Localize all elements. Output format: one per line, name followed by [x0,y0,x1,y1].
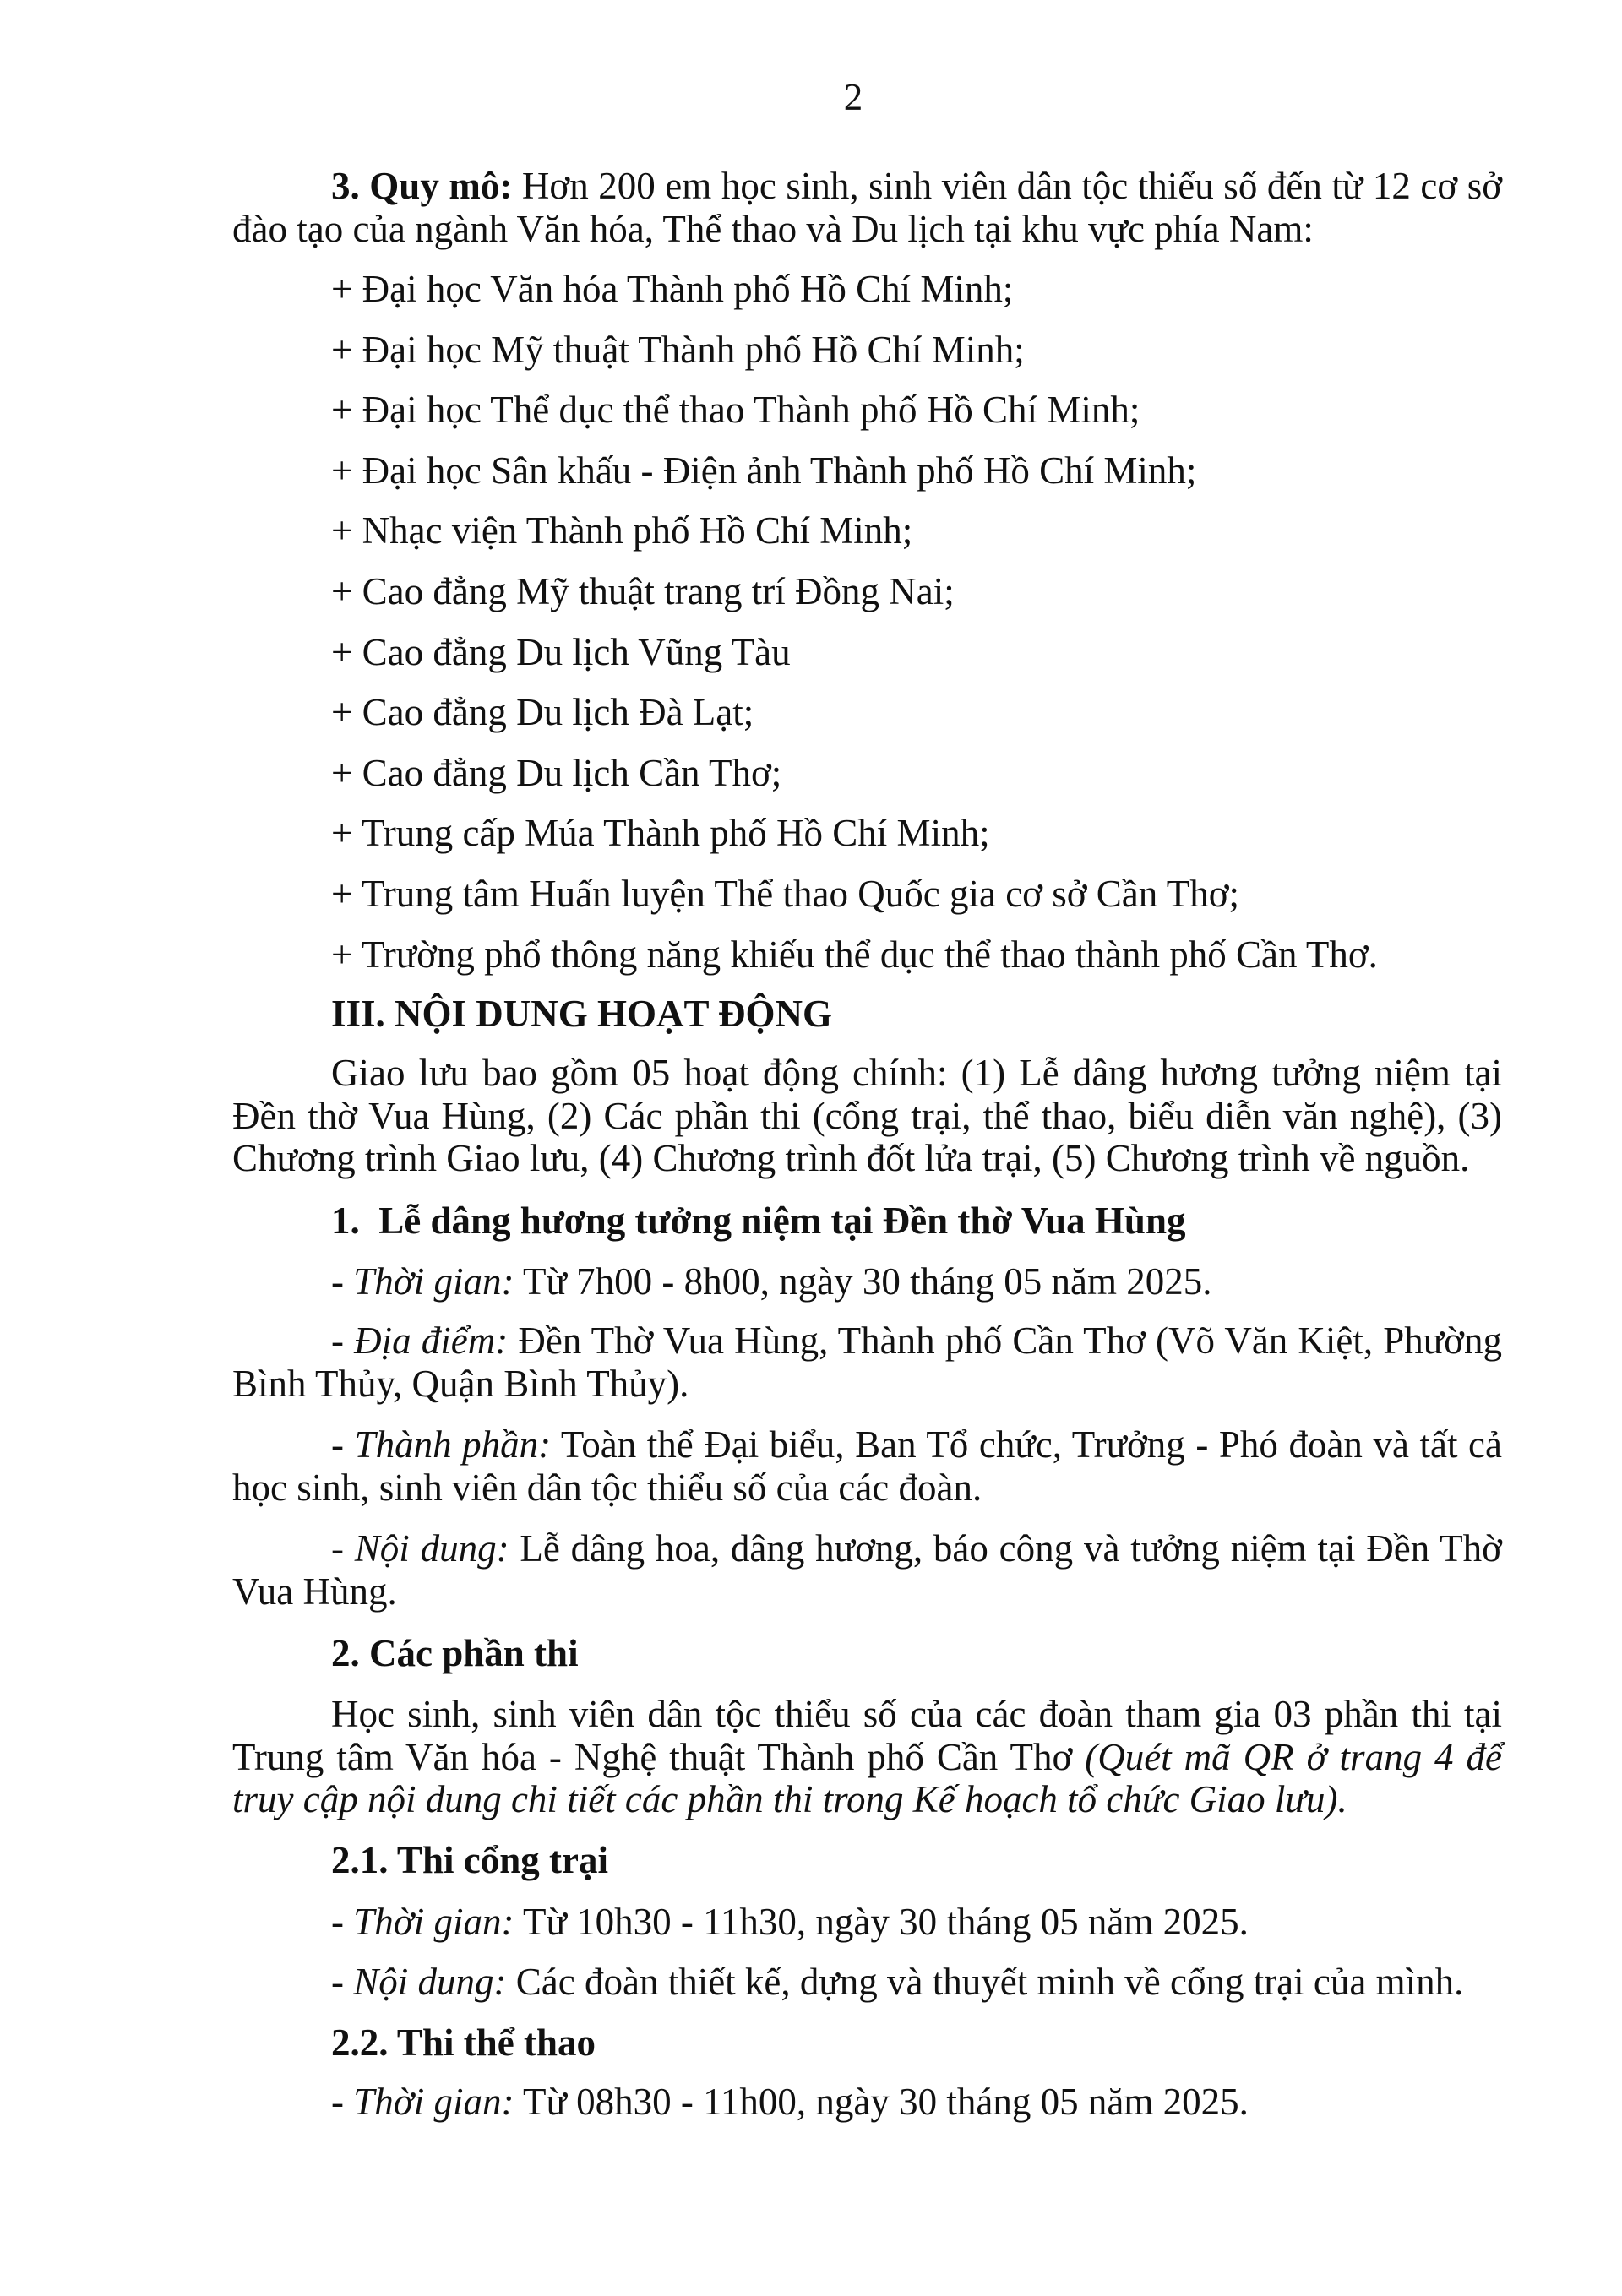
scale-paragraph [232,165,1502,250]
scale-label: 3. Quy mô: [331,165,513,207]
dash: - [331,1527,355,1570]
list-item: + Đại học Mỹ thuật Thành phố Hồ Chí Minh; [331,328,1025,371]
list-item: + Cao đẳng Du lịch Đà Lạt; [331,691,754,734]
sub-2-2-heading: 2.2. Thi thể thao [331,2021,596,2064]
dash: - [331,1319,355,1362]
intro-text: Học sinh, sinh viên dân tộc thiểu số của các đoàn tham gia 03 phần thi tại Trung tâm Văn hóa - Nghệ thuật Thành phố Cần Thơ [232,1693,1502,1778]
activity-1-content [232,1527,1502,1613]
content-value: Lễ dâng hoa, dâng hương, báo công và tưởng niệm tại Đền Thờ Vua Hùng. [232,1527,1502,1613]
dash: - [331,1961,354,2003]
content-label: Nội dung: [353,1961,507,2003]
list-item: + Trung tâm Huấn luyện Thể thao Quốc gia cơ sở Cần Thơ; [331,873,1239,915]
place-value: Đền Thờ Vua Hùng, Thành phố Cần Thơ (Võ Văn Kiệt, Phường Bình Thủy, Quận Bình Thủy). [232,1319,1502,1405]
sub-2-2-time [232,2081,1502,2124]
list-item: + Trung cấp Múa Thành phố Hồ Chí Minh; [331,812,990,855]
list-item: + Nhạc viện Thành phố Hồ Chí Minh; [331,509,913,552]
participants-label: Thành phần: [354,1423,552,1466]
content-label: Nội dung: [354,1527,509,1570]
time-value: Từ 08h30 - 11h00, ngày 30 tháng 05 năm 2025. [514,2081,1249,2123]
activities-intro: Giao lưu bao gồm 05 hoạt động chính: (1) Lễ dâng hương tưởng niệm tại Đền thờ Vua Hùng, (2) Các phần thi (cổng trại, thể thao, biểu diễn văn nghệ), (3) Chương trình Giao lưu, (4) Chương trình đốt lửa trại, (5) Chương trình về nguồn. [232,1052,1502,1179]
dash: - [331,1901,354,1943]
activity-2-heading: 2. Các phần thi [331,1632,579,1674]
activity-1-place [232,1319,1502,1405]
time-label: Thời gian: [353,1901,514,1943]
page-number: 2 [843,76,863,118]
dash: - [331,2081,354,2123]
time-value: Từ 7h00 - 8h00, ngày 30 tháng 05 năm 2025. [514,1260,1212,1303]
scale-text: Hơn 200 em học sinh, sinh viên dân tộc thiểu số đến từ 12 cơ sở đào tạo của ngành Văn hóa, Thể thao và Du lịch tại khu vực phía Nam: [232,165,1503,250]
time-label: Thời gian: [353,1260,514,1303]
list-item: + Đại học Văn hóa Thành phố Hồ Chí Minh; [331,268,1014,310]
sub-2-1-heading: 2.1. Thi cổng trại [331,1839,608,1881]
sub-2-1-content [232,1961,1502,2004]
time-label: Thời gian: [353,2081,514,2123]
section-heading: III. NỘI DUNG HOẠT ĐỘNG [331,993,832,1035]
content-value: Các đoàn thiết kế, dựng và thuyết minh về cổng trại của mình. [506,1961,1464,2003]
activity-2-intro [232,1693,1502,1821]
sub-2-1-time [232,1901,1502,1944]
activity-1-participants [232,1423,1502,1509]
dash: - [331,1423,355,1466]
participants-value: Toàn thể Đại biểu, Ban Tổ chức, Trưởng - Phó đoàn và tất cả học sinh, sinh viên dân tộc thiểu số của các đoàn. [232,1423,1502,1509]
list-item: + Trường phổ thông năng khiếu thể dục thể thao thành phố Cần Thơ. [331,933,1378,976]
list-item: + Cao đẳng Du lịch Vũng Tàu [331,630,791,673]
intro-note: (Quét mã QR ở trang 4 để truy cập nội dung chi tiết các phần thi trong Kế hoạch tổ chức Giao lưu). [232,1735,1502,1820]
activity-1-time [232,1260,1502,1303]
list-item: + Cao đẳng Mỹ thuật trang trí Đồng Nai; [331,570,955,612]
list-item: + Đại học Sân khấu - Điện ảnh Thành phố Hồ Chí Minh; [331,449,1197,492]
dash: - [331,1260,354,1303]
place-label: Địa điểm: [354,1319,509,1362]
list-item: + Đại học Thể dục thể thao Thành phố Hồ Chí Minh; [331,389,1140,432]
list-item: + Cao đẳng Du lịch Cần Thơ; [331,751,782,794]
time-value: Từ 10h30 - 11h30, ngày 30 tháng 05 năm 2025. [514,1901,1249,1943]
activity-1-heading: 1. Lễ dâng hương tưởng niệm tại Đền thờ Vua Hùng [331,1200,1186,1242]
